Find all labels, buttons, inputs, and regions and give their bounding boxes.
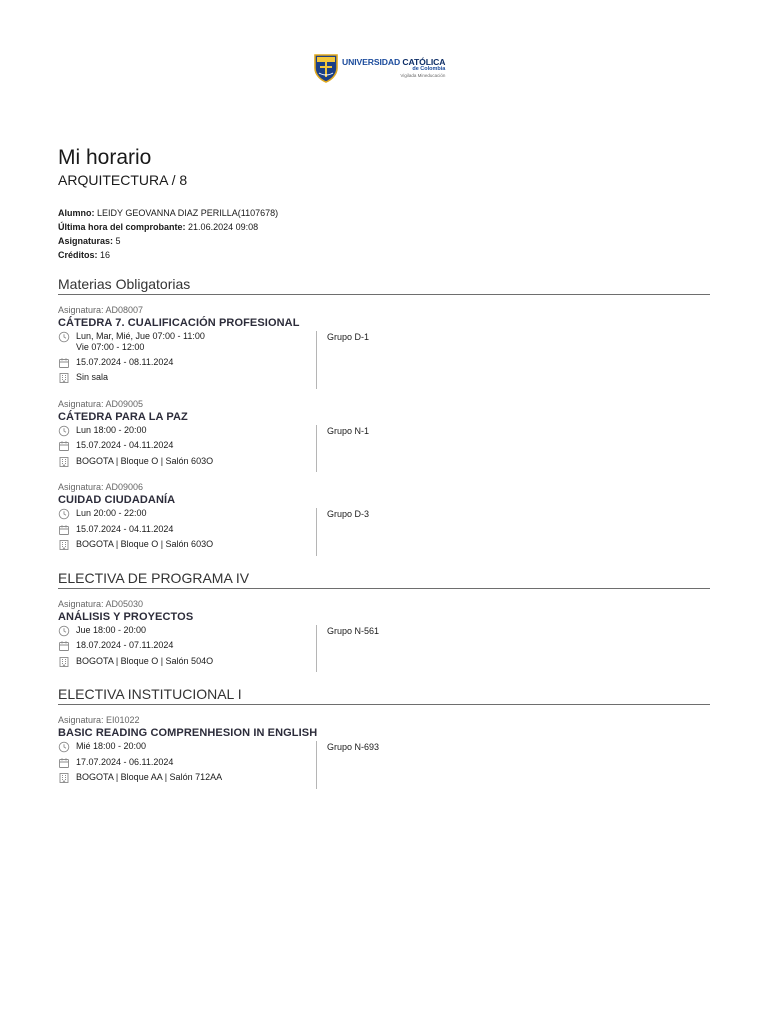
calendar-icon bbox=[58, 640, 70, 652]
room-row-lines bbox=[76, 456, 213, 467]
dates-row bbox=[58, 357, 316, 369]
room-row-lines bbox=[76, 656, 213, 667]
course-details bbox=[58, 741, 317, 789]
dates-row bbox=[58, 640, 316, 652]
building-icon bbox=[58, 772, 70, 784]
schedule-row-lines bbox=[76, 331, 205, 353]
room-row bbox=[58, 539, 316, 551]
schedule-page bbox=[58, 146, 710, 789]
course-details bbox=[58, 331, 317, 389]
course-group: Grupo N-693 bbox=[327, 742, 380, 752]
clock-icon bbox=[58, 331, 70, 343]
calendar-icon bbox=[58, 757, 70, 769]
building-icon bbox=[58, 539, 70, 551]
room-row-text: BOGOTA | Bloque O | Salón 504O bbox=[76, 655, 214, 666]
course-block bbox=[58, 482, 710, 556]
room-row-text: BOGOTA | Bloque O | Salón 603O bbox=[76, 455, 214, 466]
course-name: CUIDAD CIUDADANÍA bbox=[58, 494, 176, 506]
dates-row bbox=[58, 440, 316, 452]
clock-icon-glyph bbox=[58, 625, 70, 637]
course-code: Asignatura: EI01022 bbox=[58, 715, 140, 725]
student-value: LEIDY GEOVANNA DIAZ PERILLA(1107678) bbox=[97, 208, 279, 218]
building-icon bbox=[58, 656, 70, 668]
page-title: Mi horario bbox=[58, 146, 152, 169]
room-row-text: BOGOTA | Bloque O | Salón 603O bbox=[76, 539, 214, 549]
calendar-icon-glyph bbox=[58, 757, 70, 769]
course-body bbox=[58, 625, 710, 673]
subjects-label: Asignaturas: bbox=[58, 236, 114, 246]
calendar-icon-glyph bbox=[58, 640, 70, 652]
clock-icon bbox=[58, 508, 70, 520]
building-icon-glyph bbox=[58, 539, 70, 551]
shield-icon bbox=[313, 53, 339, 83]
credits-value: 16 bbox=[100, 250, 111, 260]
course-body bbox=[58, 741, 710, 789]
dates-row-lines bbox=[76, 357, 173, 368]
clock-icon bbox=[58, 741, 70, 753]
course-body bbox=[58, 508, 710, 556]
schedule-row-lines bbox=[76, 625, 146, 636]
logo-line-1b: CATÓLICA bbox=[402, 56, 446, 67]
schedule-row bbox=[58, 331, 316, 353]
room-row bbox=[58, 372, 316, 384]
schedule-row-text: Lun, Mar, Mié, Jue 07:00 - 11:00 bbox=[76, 331, 205, 341]
section-title: ELECTIVA INSTITUCIONAL I bbox=[58, 686, 710, 705]
dates-row-text: 17.07.2024 - 06.11.2024 bbox=[76, 756, 174, 767]
sections-container bbox=[58, 276, 710, 789]
dates-row-text: 15.07.2024 - 08.11.2024 bbox=[76, 356, 174, 367]
course-code: Asignatura: AD09005 bbox=[58, 398, 144, 409]
course-name: ANÁLISIS Y PROYECTOS bbox=[58, 610, 194, 623]
calendar-icon-glyph bbox=[58, 524, 70, 536]
schedule-row-text: Lun 20:00 - 22:00 bbox=[76, 508, 147, 518]
dates-row-text: 18.07.2024 - 07.11.2024 bbox=[76, 640, 174, 650]
course-block bbox=[58, 305, 710, 389]
dates-row-lines bbox=[76, 440, 173, 451]
course-block bbox=[58, 599, 710, 673]
course-name: BASIC READING COMPRENHESION IN ENGLISH bbox=[58, 727, 318, 739]
logo-line-1a: UNIVERSIDAD bbox=[342, 56, 403, 67]
dates-row-lines bbox=[76, 524, 173, 535]
calendar-icon bbox=[58, 440, 70, 452]
course-group: Grupo N-1 bbox=[327, 425, 370, 436]
page-subtitle: ARQUITECTURA / 8 bbox=[58, 172, 188, 188]
room-row bbox=[58, 456, 316, 468]
subjects-value: 5 bbox=[115, 236, 121, 246]
course-body bbox=[58, 425, 710, 473]
course-name: CÁTEDRA PARA LA PAZ bbox=[58, 410, 188, 423]
last-time-label: Última hora del comprobante: bbox=[58, 222, 186, 232]
calendar-icon bbox=[58, 524, 70, 536]
logo-line-2: de Colombia bbox=[412, 66, 446, 73]
dates-row-text: 15.07.2024 - 04.11.2024 bbox=[76, 523, 174, 534]
clock-icon-glyph bbox=[58, 741, 70, 753]
schedule-row bbox=[58, 741, 316, 753]
logo-line-3: Vigilada Mineducación bbox=[400, 72, 446, 78]
dates-row bbox=[58, 524, 316, 536]
clock-icon-glyph bbox=[58, 331, 70, 343]
building-icon-glyph bbox=[58, 372, 70, 384]
course-block bbox=[58, 715, 710, 789]
student-meta bbox=[58, 206, 710, 262]
calendar-icon-glyph bbox=[58, 357, 70, 369]
clock-icon-glyph bbox=[58, 508, 70, 520]
building-icon bbox=[58, 456, 70, 468]
dates-row-lines bbox=[76, 640, 173, 651]
university-logo bbox=[313, 52, 458, 84]
room-row-text: Sin sala bbox=[76, 372, 109, 382]
room-row-lines bbox=[76, 372, 108, 383]
calendar-icon bbox=[58, 357, 70, 369]
schedule-row bbox=[58, 625, 316, 637]
room-row-lines bbox=[76, 539, 213, 550]
schedule-row-lines bbox=[76, 508, 147, 519]
building-icon-glyph bbox=[58, 656, 70, 668]
course-name: CÁTEDRA 7. CUALIFICACIÓN PROFESIONAL bbox=[58, 317, 300, 329]
credits-label: Créditos: bbox=[58, 250, 98, 260]
schedule-row-text: Mié 18:00 - 20:00 bbox=[76, 741, 147, 751]
dates-row-text: 15.07.2024 - 04.11.2024 bbox=[76, 440, 174, 450]
room-row bbox=[58, 656, 316, 668]
schedule-row bbox=[58, 425, 316, 437]
building-icon-glyph bbox=[58, 456, 70, 468]
course-group: Grupo D-3 bbox=[327, 509, 370, 519]
building-icon-glyph bbox=[58, 772, 70, 784]
course-code: Asignatura: AD05030 bbox=[58, 598, 144, 609]
course-code: Asignatura: AD08007 bbox=[58, 305, 144, 315]
student-label: Alumno: bbox=[58, 208, 95, 218]
section-title: ELECTIVA DE PROGRAMA IV bbox=[58, 570, 710, 589]
room-row-text: BOGOTA | Bloque AA | Salón 712AA bbox=[76, 772, 223, 782]
building-icon bbox=[58, 372, 70, 384]
schedule-row bbox=[58, 508, 316, 520]
clock-icon bbox=[58, 425, 70, 437]
room-row bbox=[58, 772, 316, 784]
clock-icon-glyph bbox=[58, 425, 70, 437]
last-time-value: 21.06.2024 09:08 bbox=[188, 222, 259, 232]
course-group: Grupo D-1 bbox=[327, 332, 370, 342]
course-block bbox=[58, 399, 710, 473]
course-details bbox=[58, 425, 317, 473]
course-code: Asignatura: AD09006 bbox=[58, 482, 144, 492]
course-details bbox=[58, 508, 317, 556]
section-title: Materias Obligatorias bbox=[58, 276, 710, 295]
room-row-lines bbox=[76, 772, 222, 783]
course-body bbox=[58, 331, 710, 389]
course-details bbox=[58, 625, 317, 673]
schedule-row-lines bbox=[76, 425, 147, 436]
clock-icon bbox=[58, 625, 70, 637]
dates-row bbox=[58, 757, 316, 769]
calendar-icon-glyph bbox=[58, 440, 70, 452]
course-group: Grupo N-561 bbox=[327, 625, 380, 636]
dates-row-lines bbox=[76, 757, 173, 768]
schedule-row-lines bbox=[76, 741, 146, 752]
schedule-row-text: Vie 07:00 - 12:00 bbox=[76, 342, 145, 352]
schedule-row-text: Jue 18:00 - 20:00 bbox=[76, 624, 147, 635]
schedule-row-text: Lun 18:00 - 20:00 bbox=[76, 424, 147, 435]
